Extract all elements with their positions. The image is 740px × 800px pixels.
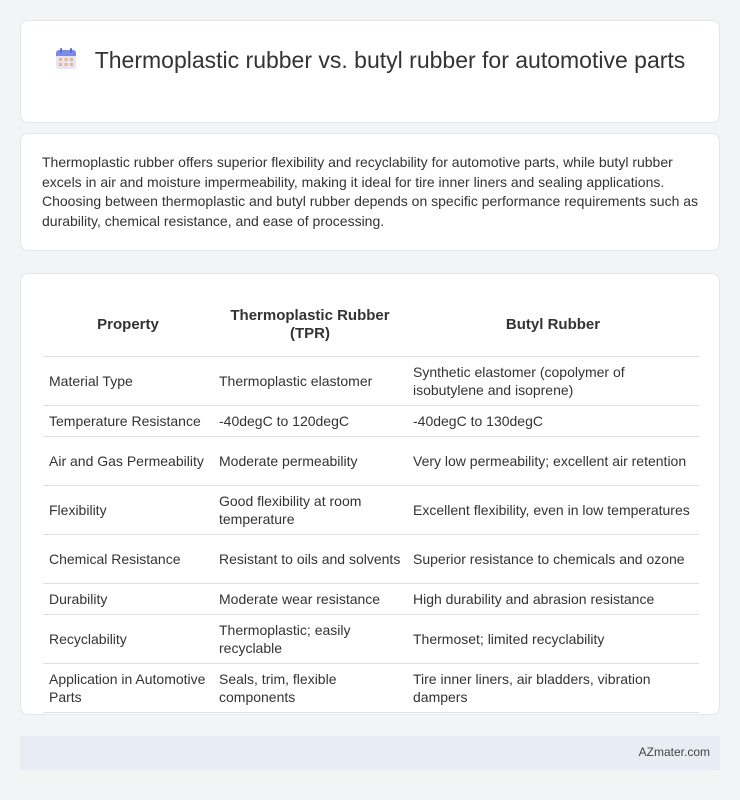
butyl-cell: Thermoset; limited recyclability <box>407 614 699 663</box>
table-row <box>43 405 699 436</box>
table-row <box>43 663 699 712</box>
footer-bar <box>20 736 720 770</box>
page-title: Thermoplastic rubber vs. butyl rubber for automotive parts <box>94 47 686 73</box>
property-cell: Temperature Resistance <box>43 405 213 436</box>
tpr-cell: Moderate permeability <box>213 436 407 485</box>
table-header-row <box>43 294 699 356</box>
column-header-butyl: Butyl Rubber <box>407 294 699 356</box>
property-cell: Material Type <box>43 356 213 405</box>
tpr-cell: Seals, trim, flexible components <box>213 663 407 712</box>
column-header-tpr: Thermoplastic Rubber (TPR) <box>213 294 407 356</box>
footer-brand: AZmater.com <box>638 745 710 759</box>
tpr-cell: Good flexibility at room temperature <box>213 485 407 534</box>
butyl-cell: High durability and abrasion resistance <box>407 583 699 614</box>
tpr-cell: Resistant to oils and solvents <box>213 534 407 583</box>
table-row <box>43 614 699 663</box>
table-row <box>43 436 699 485</box>
butyl-cell: -40degC to 130degC <box>407 405 699 436</box>
tpr-cell: Moderate wear resistance <box>213 583 407 614</box>
property-cell: Recyclability <box>43 614 213 663</box>
butyl-cell: Superior resistance to chemicals and ozone <box>407 534 699 583</box>
comparison-table <box>43 294 699 713</box>
table-row <box>43 356 699 405</box>
property-cell: Flexibility <box>43 485 213 534</box>
butyl-cell: Excellent flexibility, even in low temperatures <box>407 485 699 534</box>
tpr-cell: Thermoplastic elastomer <box>213 356 407 405</box>
column-header-property: Property <box>43 294 213 356</box>
butyl-cell: Synthetic elastomer (copolymer of isobutylene and isoprene) <box>407 356 699 405</box>
table-row <box>43 534 699 583</box>
butyl-cell: Very low permeability; excellent air retention <box>407 436 699 485</box>
butyl-cell: Tire inner liners, air bladders, vibration dampers <box>407 663 699 712</box>
table-row <box>43 485 699 534</box>
tpr-cell: Thermoplastic; easily recyclable <box>213 614 407 663</box>
property-cell: Chemical Resistance <box>43 534 213 583</box>
tpr-cell: -40degC to 120degC <box>213 405 407 436</box>
title-card <box>20 20 720 123</box>
property-cell: Application in Automotive Parts <box>43 663 213 712</box>
intro-paragraph: Thermoplastic rubber offers superior flexibility and recyclability for automotive parts, while butyl rubber excels in air and moisture impermeability, making it ideal for tire inner liners and sealing applications. Choosing between thermoplastic and butyl rubber depends on specific performance requirements such as durability, chemical resistance, and ease of processing. <box>42 154 699 229</box>
intro-card <box>20 133 720 251</box>
table-row <box>43 583 699 614</box>
property-cell: Durability <box>43 583 213 614</box>
property-cell: Air and Gas Permeability <box>43 436 213 485</box>
page-header <box>21 45 719 76</box>
comparison-card <box>20 273 720 715</box>
calendar-icon <box>55 48 77 70</box>
